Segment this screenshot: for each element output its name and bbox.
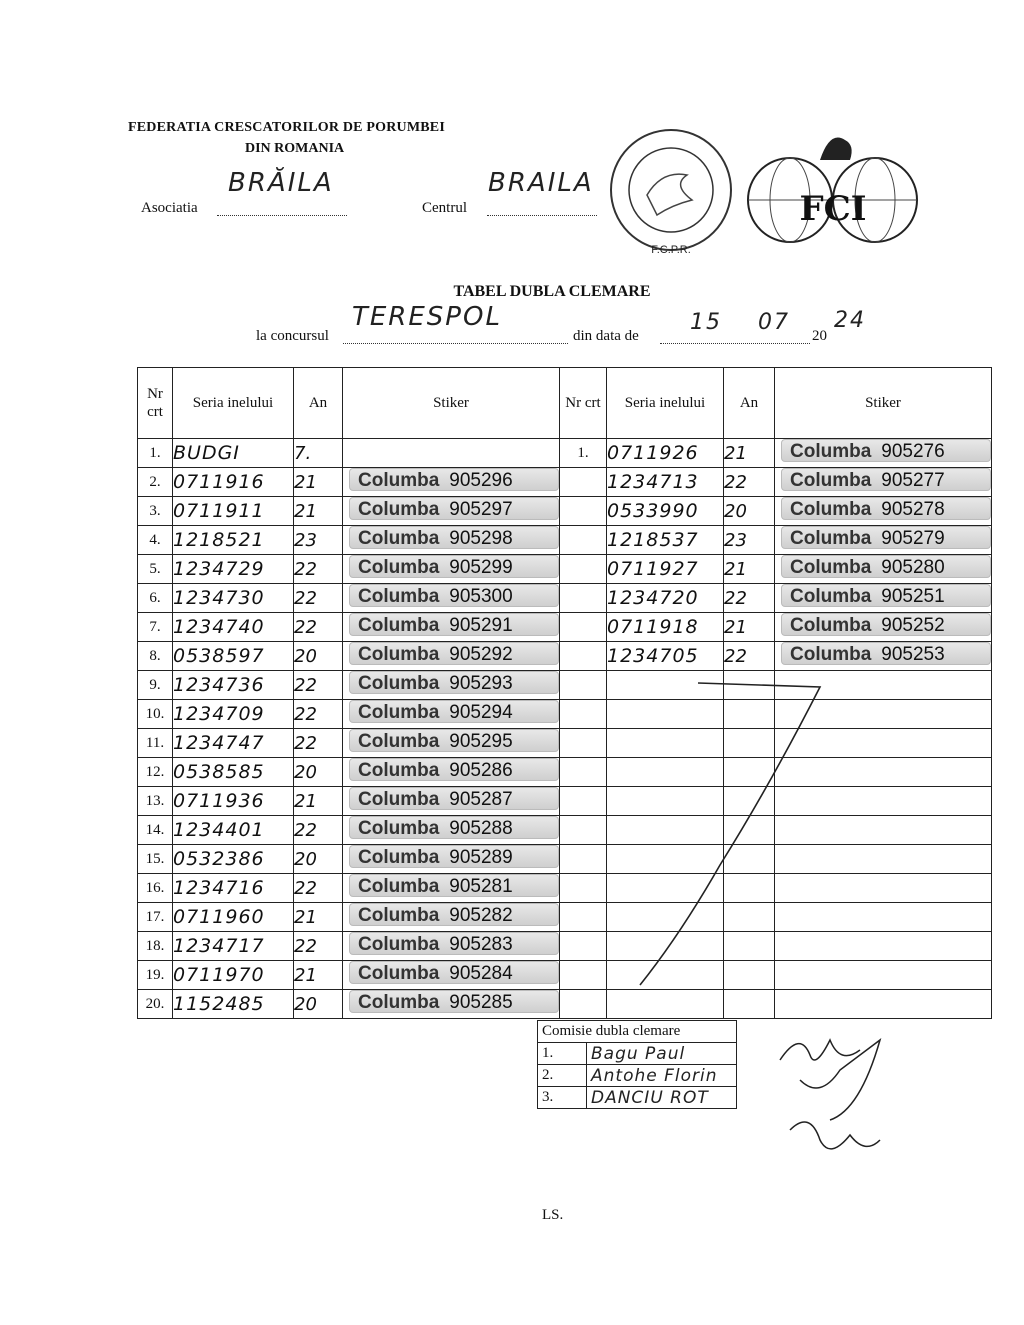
cell-an: 20 xyxy=(294,845,343,874)
cell-seria: 1234709 xyxy=(173,700,294,729)
table-row xyxy=(138,845,992,874)
table-row xyxy=(138,555,992,584)
cell-seria: 0538597 xyxy=(173,642,294,671)
sticker-number: 905278 xyxy=(881,499,945,520)
cell-seria: 0538585 xyxy=(173,758,294,787)
cell-seria: 1234730 xyxy=(173,584,294,613)
cell-nr: 11. xyxy=(138,729,173,758)
cell-stiker-right xyxy=(775,439,992,468)
cell-nr-right xyxy=(560,526,607,555)
cell-nr-right xyxy=(560,787,607,816)
cell-nr-right xyxy=(560,990,607,1019)
columba-sticker xyxy=(781,555,991,578)
cell-an: 21 xyxy=(294,497,343,526)
cell-stiker xyxy=(343,468,560,497)
sticker-brand: Columba xyxy=(790,441,872,462)
cell-stiker xyxy=(343,700,560,729)
cell-seria: 1234740 xyxy=(173,613,294,642)
header-an: An xyxy=(294,368,343,439)
centrul-label: Centrul xyxy=(422,200,467,216)
cell-seria: 0711916 xyxy=(173,468,294,497)
cell-nr: 20. xyxy=(138,990,173,1019)
sticker-brand: Columba xyxy=(358,731,440,752)
sticker-brand: Columba xyxy=(358,905,440,926)
sticker-number: 905282 xyxy=(449,905,513,926)
table-row xyxy=(138,613,992,642)
cell-nr-right xyxy=(560,555,607,584)
comisie-title: Comisie dubla clemare xyxy=(538,1021,737,1043)
cell-stiker-right xyxy=(775,613,992,642)
cell-nr-right xyxy=(560,584,607,613)
cell-nr-right xyxy=(560,932,607,961)
cell-seria: 1234736 xyxy=(173,671,294,700)
cell-stiker xyxy=(343,874,560,903)
sticker-number: 905287 xyxy=(449,789,513,810)
columba-sticker xyxy=(349,497,559,520)
cell-an: 21 xyxy=(294,468,343,497)
columba-sticker xyxy=(349,816,559,839)
cell-stiker xyxy=(343,497,560,526)
cell-an: 22 xyxy=(294,932,343,961)
columba-sticker xyxy=(349,903,559,926)
cell-seria: 0711911 xyxy=(173,497,294,526)
comisie-row xyxy=(538,1087,737,1109)
sticker-number: 905299 xyxy=(449,557,513,578)
centrul-dotted-line xyxy=(487,213,597,216)
table-row xyxy=(138,497,992,526)
cell-stiker xyxy=(343,439,560,468)
cell-an: 21 xyxy=(294,961,343,990)
comisie-name: Bagu Paul xyxy=(587,1043,737,1065)
table-row xyxy=(138,903,992,932)
sticker-brand: Columba xyxy=(358,557,440,578)
cell-an: 20 xyxy=(294,990,343,1019)
date-label: din data de xyxy=(573,328,639,344)
concurs-label: la concursul xyxy=(256,328,329,344)
cell-seria: 0711960 xyxy=(173,903,294,932)
cell-seria: 0532386 xyxy=(173,845,294,874)
cell-stiker xyxy=(343,555,560,584)
cell-seria-right: 0711918 xyxy=(607,613,724,642)
columba-sticker xyxy=(349,613,559,636)
cell-an-right: 22 xyxy=(724,584,775,613)
cell-stiker-right xyxy=(775,526,992,555)
columba-sticker xyxy=(349,555,559,578)
sticker-brand: Columba xyxy=(358,586,440,607)
dubla-clemare-table xyxy=(137,367,992,1019)
table-row xyxy=(138,787,992,816)
cell-seria-right: 1234720 xyxy=(607,584,724,613)
sticker-number: 905293 xyxy=(449,673,513,694)
date-year-suffix: 24 xyxy=(834,308,866,333)
table-row xyxy=(138,526,992,555)
header-stiker: Stiker xyxy=(343,368,560,439)
columba-sticker xyxy=(349,642,559,665)
federation-country: DIN ROMANIA xyxy=(245,141,345,156)
cell-nr: 19. xyxy=(138,961,173,990)
signatures xyxy=(770,1010,910,1170)
cell-nr: 8. xyxy=(138,642,173,671)
table-row xyxy=(138,874,992,903)
comisie-row xyxy=(538,1065,737,1087)
cell-seria: 1218521 xyxy=(173,526,294,555)
cell-an-right: 21 xyxy=(724,439,775,468)
cell-stiker xyxy=(343,816,560,845)
table-row xyxy=(138,758,992,787)
sticker-brand: Columba xyxy=(358,615,440,636)
comisie-nr: 1. xyxy=(538,1043,587,1065)
columba-sticker xyxy=(349,990,559,1013)
sticker-brand: Columba xyxy=(358,499,440,520)
cell-stiker xyxy=(343,729,560,758)
date-dotted-line xyxy=(660,341,810,344)
cancel-line-scribble xyxy=(620,665,840,995)
sticker-brand: Columba xyxy=(358,702,440,723)
sticker-number: 905281 xyxy=(449,876,513,897)
sticker-number: 905289 xyxy=(449,847,513,868)
sticker-brand: Columba xyxy=(790,586,872,607)
cell-nr: 7. xyxy=(138,613,173,642)
sticker-number: 905297 xyxy=(449,499,513,520)
cell-an: 7. xyxy=(294,439,343,468)
columba-sticker xyxy=(349,932,559,955)
ls-mark: LS. xyxy=(542,1207,564,1223)
columba-sticker xyxy=(781,497,991,520)
columba-sticker xyxy=(349,961,559,984)
cell-seria: 1234716 xyxy=(173,874,294,903)
cell-stiker xyxy=(343,642,560,671)
sticker-number: 905286 xyxy=(449,760,513,781)
cell-nr: 10. xyxy=(138,700,173,729)
cell-stiker xyxy=(343,932,560,961)
cell-stiker xyxy=(343,526,560,555)
sticker-number: 905292 xyxy=(449,644,513,665)
header-stiker-right: Stiker xyxy=(775,368,992,439)
table-row xyxy=(138,816,992,845)
cell-seria: 1152485 xyxy=(173,990,294,1019)
cell-an: 22 xyxy=(294,700,343,729)
cell-an: 22 xyxy=(294,584,343,613)
cell-stiker-right xyxy=(775,555,992,584)
cell-seria: 0711970 xyxy=(173,961,294,990)
cell-an: 22 xyxy=(294,555,343,584)
cell-nr: 13. xyxy=(138,787,173,816)
columba-sticker xyxy=(781,642,991,665)
table-row xyxy=(138,642,992,671)
columba-sticker xyxy=(781,526,991,549)
cell-nr: 17. xyxy=(138,903,173,932)
cell-an-right: 22 xyxy=(724,642,775,671)
columba-sticker xyxy=(781,439,991,462)
sticker-number: 905280 xyxy=(881,557,945,578)
centrul-value: BRAILA xyxy=(488,168,594,198)
cell-seria-right: 1234713 xyxy=(607,468,724,497)
cell-stiker xyxy=(343,671,560,700)
sticker-brand: Columba xyxy=(790,644,872,665)
cell-nr: 18. xyxy=(138,932,173,961)
sticker-number: 905291 xyxy=(449,615,513,636)
sticker-number: 905300 xyxy=(449,586,513,607)
sticker-brand: Columba xyxy=(358,963,440,984)
comisie-row xyxy=(538,1043,737,1065)
comisie-table xyxy=(537,1020,737,1109)
sticker-brand: Columba xyxy=(358,528,440,549)
sticker-number: 905295 xyxy=(449,731,513,752)
comisie-name: DANCIU ROT xyxy=(587,1087,737,1109)
cell-seria-right: 0533990 xyxy=(607,497,724,526)
cell-nr: 15. xyxy=(138,845,173,874)
columba-sticker xyxy=(349,787,559,810)
sticker-brand: Columba xyxy=(358,760,440,781)
sticker-number: 905253 xyxy=(881,644,945,665)
cell-an: 22 xyxy=(294,671,343,700)
cell-nr-right xyxy=(560,845,607,874)
sticker-number: 905294 xyxy=(449,702,513,723)
sticker-number: 905277 xyxy=(881,470,945,491)
table-row xyxy=(138,671,992,700)
header-seria: Seria inelului xyxy=(173,368,294,439)
sticker-brand: Columba xyxy=(358,934,440,955)
cell-an: 20 xyxy=(294,642,343,671)
cell-stiker xyxy=(343,961,560,990)
sticker-number: 905283 xyxy=(449,934,513,955)
columba-sticker xyxy=(349,758,559,781)
federation-name: FEDERATIA CRESCATORILOR DE PORUMBEI xyxy=(128,120,445,135)
columba-sticker xyxy=(349,874,559,897)
date-month: 07 xyxy=(758,310,790,335)
comisie-name: Antohe Florin xyxy=(587,1065,737,1087)
concurs-dotted-line xyxy=(343,341,568,344)
cell-stiker-right xyxy=(775,468,992,497)
table-row xyxy=(138,729,992,758)
table-row xyxy=(138,584,992,613)
sticker-brand: Columba xyxy=(358,818,440,839)
concurs-value: TERESPOL xyxy=(352,302,502,332)
cell-nr-right: 1. xyxy=(560,439,607,468)
fcpr-seal xyxy=(602,125,740,260)
cell-nr-right xyxy=(560,468,607,497)
columba-sticker xyxy=(781,468,991,491)
cell-seria-right: 1234705 xyxy=(607,642,724,671)
columba-sticker xyxy=(349,671,559,694)
cell-nr-right xyxy=(560,816,607,845)
sticker-number: 905279 xyxy=(881,528,945,549)
sticker-brand: Columba xyxy=(358,644,440,665)
header-an-right: An xyxy=(724,368,775,439)
cell-seria: 1234717 xyxy=(173,932,294,961)
sticker-brand: Columba xyxy=(790,470,872,491)
sticker-brand: Columba xyxy=(358,876,440,897)
cell-an: 21 xyxy=(294,903,343,932)
columba-sticker xyxy=(349,845,559,868)
header-nr: Nr crt xyxy=(138,368,173,439)
cell-nr: 9. xyxy=(138,671,173,700)
cell-nr: 5. xyxy=(138,555,173,584)
columba-sticker xyxy=(349,584,559,607)
cell-nr: 6. xyxy=(138,584,173,613)
cell-an-right: 20 xyxy=(724,497,775,526)
sticker-number: 905298 xyxy=(449,528,513,549)
sticker-brand: Columba xyxy=(790,499,872,520)
table-row xyxy=(138,961,992,990)
cell-nr: 12. xyxy=(138,758,173,787)
header-seria-right: Seria inelului xyxy=(607,368,724,439)
cell-seria: 1234747 xyxy=(173,729,294,758)
cell-nr-right xyxy=(560,729,607,758)
cell-stiker-right xyxy=(775,497,992,526)
sticker-number: 905252 xyxy=(881,615,945,636)
cell-an-right: 21 xyxy=(724,613,775,642)
cell-stiker-right xyxy=(775,584,992,613)
columba-sticker xyxy=(349,729,559,752)
cell-nr-right xyxy=(560,671,607,700)
cell-nr: 3. xyxy=(138,497,173,526)
columba-sticker xyxy=(349,700,559,723)
table-row xyxy=(138,700,992,729)
cell-seria: BUDGI xyxy=(173,439,294,468)
sticker-brand: Columba xyxy=(358,470,440,491)
sticker-number: 905285 xyxy=(449,992,513,1013)
sticker-number: 905251 xyxy=(881,586,945,607)
cell-nr: 4. xyxy=(138,526,173,555)
cell-nr-right xyxy=(560,497,607,526)
comisie-nr: 3. xyxy=(538,1087,587,1109)
cell-stiker xyxy=(343,584,560,613)
date-year-prefix: 20 xyxy=(812,328,827,344)
table-row xyxy=(138,468,992,497)
table-header-row xyxy=(138,368,992,439)
sticker-brand: Columba xyxy=(790,528,872,549)
sticker-number: 905284 xyxy=(449,963,513,984)
cell-seria: 1234401 xyxy=(173,816,294,845)
sticker-number: 905296 xyxy=(449,470,513,491)
cell-stiker xyxy=(343,903,560,932)
comisie-nr: 2. xyxy=(538,1065,587,1087)
cell-an: 22 xyxy=(294,613,343,642)
cell-stiker xyxy=(343,990,560,1019)
columba-sticker xyxy=(349,526,559,549)
cell-seria-right: 0711926 xyxy=(607,439,724,468)
cell-an: 22 xyxy=(294,874,343,903)
cell-an-right: 21 xyxy=(724,555,775,584)
cell-nr: 14. xyxy=(138,816,173,845)
cell-seria-right: 1218537 xyxy=(607,526,724,555)
cell-nr-right xyxy=(560,642,607,671)
columba-sticker xyxy=(781,613,991,636)
table-body xyxy=(138,439,992,1019)
cell-stiker xyxy=(343,845,560,874)
header-nr-right: Nr crt xyxy=(560,368,607,439)
asociatia-value: BRĂILA xyxy=(228,168,334,198)
seal-bottom-text: F.C.P.R. xyxy=(651,244,691,256)
columba-sticker xyxy=(349,468,559,491)
cell-an-right: 23 xyxy=(724,526,775,555)
cell-an: 21 xyxy=(294,787,343,816)
sticker-brand: Columba xyxy=(358,673,440,694)
asociatia-label: Asociatia xyxy=(141,200,198,216)
cell-an: 22 xyxy=(294,729,343,758)
page-title: TABEL DUBLA CLEMARE xyxy=(453,283,651,300)
cell-nr: 2. xyxy=(138,468,173,497)
cell-stiker xyxy=(343,787,560,816)
sticker-brand: Columba xyxy=(790,615,872,636)
sticker-number: 905288 xyxy=(449,818,513,839)
cell-stiker xyxy=(343,758,560,787)
cell-nr-right xyxy=(560,700,607,729)
cell-seria: 1234729 xyxy=(173,555,294,584)
cell-an: 23 xyxy=(294,526,343,555)
cell-nr: 16. xyxy=(138,874,173,903)
cell-nr-right xyxy=(560,903,607,932)
table-row xyxy=(138,932,992,961)
cell-seria: 0711936 xyxy=(173,787,294,816)
fci-globe-logo xyxy=(745,120,925,260)
date-day: 15 xyxy=(690,310,722,335)
cell-nr-right xyxy=(560,874,607,903)
cell-nr-right xyxy=(560,613,607,642)
table-row xyxy=(138,439,992,468)
sticker-brand: Columba xyxy=(790,557,872,578)
cell-an: 22 xyxy=(294,816,343,845)
columba-sticker xyxy=(781,584,991,607)
cell-stiker xyxy=(343,613,560,642)
sticker-brand: Columba xyxy=(358,789,440,810)
cell-nr-right xyxy=(560,961,607,990)
sticker-number: 905276 xyxy=(881,441,945,462)
sticker-brand: Columba xyxy=(358,992,440,1013)
sticker-brand: Columba xyxy=(358,847,440,868)
asociatia-dotted-line xyxy=(217,213,347,216)
cell-an-right: 22 xyxy=(724,468,775,497)
cell-nr: 1. xyxy=(138,439,173,468)
logo-letters: FCI xyxy=(799,189,867,229)
cell-nr-right xyxy=(560,758,607,787)
cell-seria-right: 0711927 xyxy=(607,555,724,584)
cell-an: 20 xyxy=(294,758,343,787)
